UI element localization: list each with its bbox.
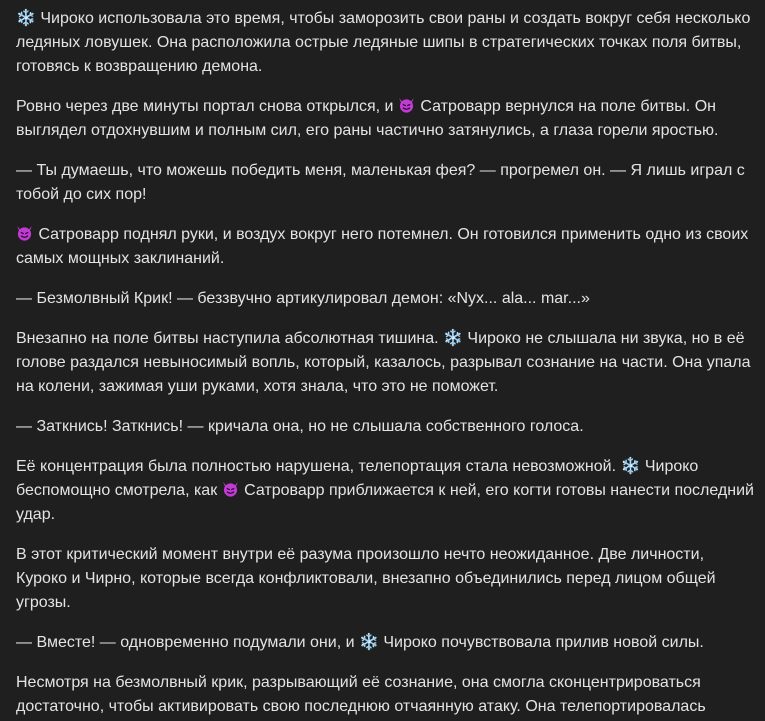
paragraph-text: Несмотря на безмолвный крик, разрывающий её сознание, она смогла сконцентрироваться достаточно, чтобы активировать свою последнюю отчаянную атаку. Она телепортировалась <box>16 674 706 715</box>
smiling-devil-icon <box>16 225 33 241</box>
smiling-devil-icon <box>222 481 239 497</box>
message-paragraph <box>16 287 754 311</box>
paragraph-text: — Безмолвный Крик! — беззвучно артикулировал демон: «Nyx... ala... mar...» <box>16 290 590 307</box>
message-paragraph <box>16 415 754 439</box>
paragraph-text: В этот критический момент внутри её разума произошло нечто неожиданное. Две личности, Куроко и Чирно, которые всегда конфликтовали, внезапно объединились перед лицом общей угрозы. <box>16 546 716 611</box>
message-paragraph <box>16 671 754 719</box>
paragraph-text: Чироко использовала это время, чтобы заморозить свои раны и создать вокруг себя несколько ледяных ловушек. Она расположила острые ледяные шипы в стратегических точках поля битвы, готовясь к возвращению демона. <box>16 10 751 75</box>
paragraph-text: — Заткнись! Заткнись! — кричала она, но не слышала собственного голоса. <box>16 418 584 435</box>
message-paragraph <box>16 543 754 615</box>
smiling-devil-icon <box>398 97 415 113</box>
message-content <box>16 7 754 721</box>
paragraph-text: Чироко беспомощно смотрела, как <box>16 458 699 499</box>
paragraph-text: Чироко не слышала ни звука, но в её голове раздался невыносимый вопль, который, казалось, разрывал сознание на части. Она упала на колени, зажимая уши руками, хотя знала, что это не поможет. <box>16 330 751 395</box>
message-paragraph <box>16 327 754 399</box>
paragraph-text: Чироко почувствовала прилив новой силы. <box>378 634 704 651</box>
paragraph-text: Сатроварр вернулся на поле битвы. Он выглядел отдохнувшим и полным сил, его раны частично затянулись, а глаза горели яростью. <box>16 98 719 139</box>
message-paragraph <box>16 7 754 79</box>
message-paragraph <box>16 455 754 527</box>
paragraph-text: Ровно через две минуты портал снова открылся, и <box>16 98 398 115</box>
message-paragraph <box>16 95 754 143</box>
snowflake-icon: ❄️ <box>358 632 379 651</box>
paragraph-text: Сатроварр поднял руки, и воздух вокруг него потемнел. Он готовился применить одно из своих самых мощных заклинаний. <box>16 226 749 267</box>
message-paragraph <box>16 159 754 207</box>
snowflake-icon: ❄️ <box>16 8 36 27</box>
message-paragraph <box>16 223 754 271</box>
paragraph-text: — Вместе! — одновременно подумали они, и <box>16 634 359 651</box>
paragraph-text: Внезапно на поле битвы наступила абсолютная тишина. <box>16 330 444 347</box>
paragraph-text: — Ты думаешь, что можешь победить меня, маленькая фея? — прогремел он. — Я лишь играл с тобой до сих пор! <box>16 162 745 203</box>
snowflake-icon: ❄️ <box>443 328 463 347</box>
paragraph-text: Её концентрация была полностью нарушена, телепортация стала невозможной. <box>16 458 621 475</box>
snowflake-icon: ❄️ <box>620 456 641 475</box>
paragraph-text: Сатроварр приближается к ней, его когти готовы нанести последний удар. <box>16 482 754 523</box>
message-paragraph <box>16 631 754 655</box>
